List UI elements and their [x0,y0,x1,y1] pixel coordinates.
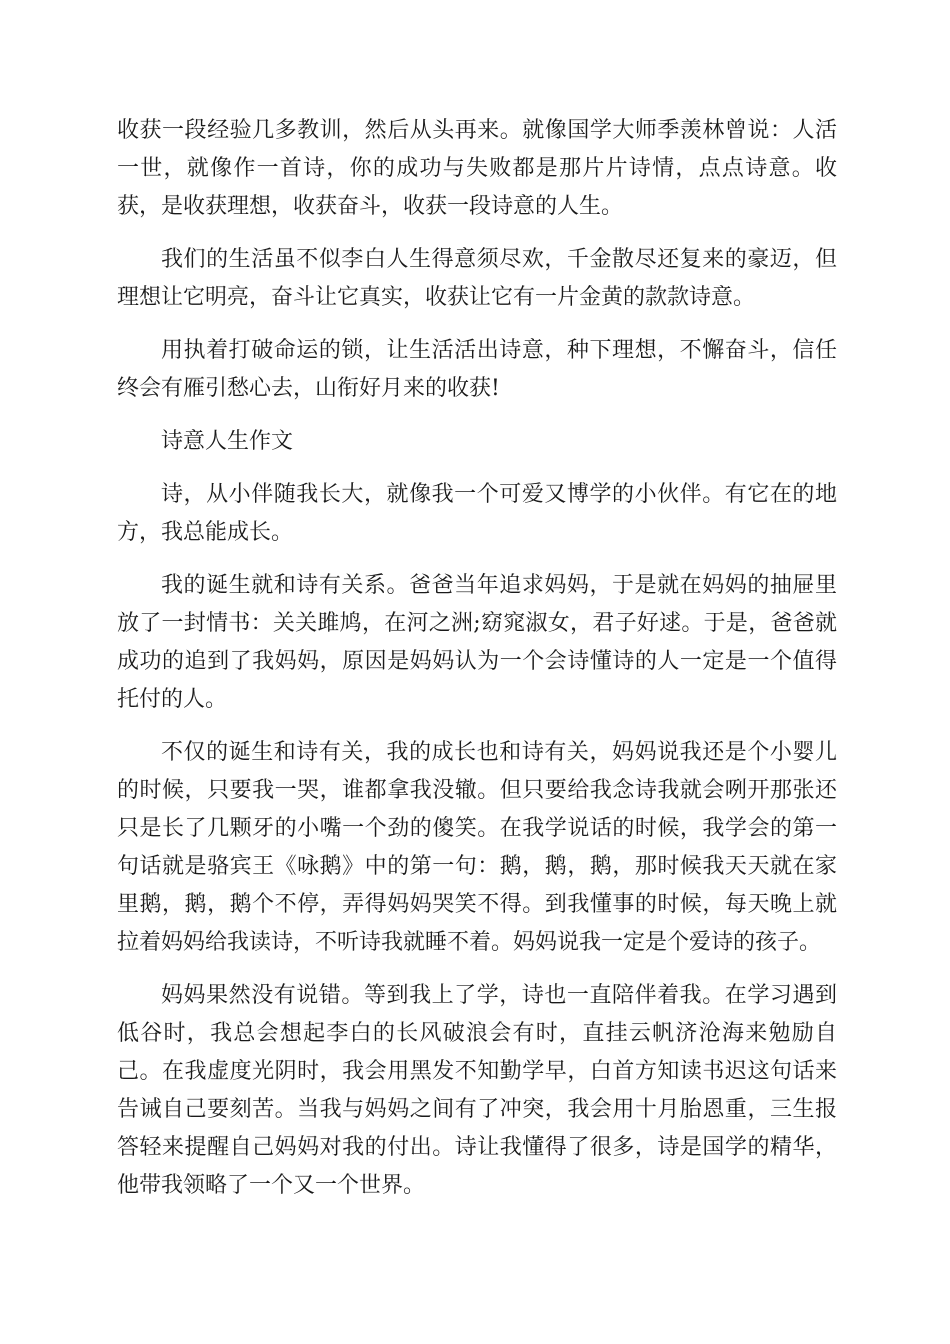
paragraph-4: 诗，从小伴随我长大，就像我一个可爱又博学的小伙伴。有它在的地方，我总能成长。 [117,482,837,545]
paragraph-7: 妈妈果然没有说错。等到我上了学，诗也一直陪伴着我。在学习遇到低谷时，我总会想起李白的长风破浪会有时，直挂云帆济沧海来勉励自己。在我虚度光阴时，我会用黑发不知勤学早，白首方知读书迟这句话来告诫自己要刻苦。当我与妈妈之间有了冲突，我会用十月胎恩重，三生报答轻来提醒自己妈妈对我的付出。诗让我懂得了很多，诗是国学的精华，他带我领略了一个又一个世界。 [117,983,837,1198]
paragraph-6: 不仅的诞生和诗有关，我的成长也和诗有关，妈妈说我还是个小婴儿的时候，只要我一哭，谁都拿我没辙。但只要给我念诗我就会咧开那张还只是长了几颗牙的小嘴一个劲的傻笑。在我学说话的时候，我学会的第一句话就是骆宾王《咏鹅》中的第一句：鹅，鹅，鹅，那时候我天天就在家里鹅，鹅，鹅个不停，弄得妈妈哭笑不得。到我懂事的时候，每天晚上就拉着妈妈给我读诗，不听诗我就睡不着。妈妈说我一定是个爱诗的孩子。 [117,740,837,955]
paragraph-1: 收获一段经验几多教训，然后从头再来。就像国学大师季羡林曾说：人活一世，就像作一首诗，你的成功与失败都是那片片诗情，点点诗意。收获，是收获理想，收获奋斗，收获一段诗意的人生。 [117,118,837,219]
paragraph-2: 我们的生活虽不似李白人生得意须尽欢，千金散尽还复来的豪迈，但理想让它明亮，奋斗让它真实，收获让它有一片金黄的款款诗意。 [117,247,837,310]
paragraph-3: 用执着打破命运的锁，让生活活出诗意，种下理想，不懈奋斗，信任终会有雁引愁心去，山衔好月来的收获! [117,338,837,401]
section-heading: 诗意人生作文 [161,429,294,454]
document-body [117,112,837,1220]
paragraph-5: 我的诞生就和诗有关系。爸爸当年追求妈妈，于是就在妈妈的抽屉里放了一封情书：关关雎鸠，在河之洲;窈窕淑女，君子好逑。于是，爸爸就成功的追到了我妈妈，原因是妈妈认为一个会诗懂诗的人一定是一个值得托付的人。 [117,573,837,712]
